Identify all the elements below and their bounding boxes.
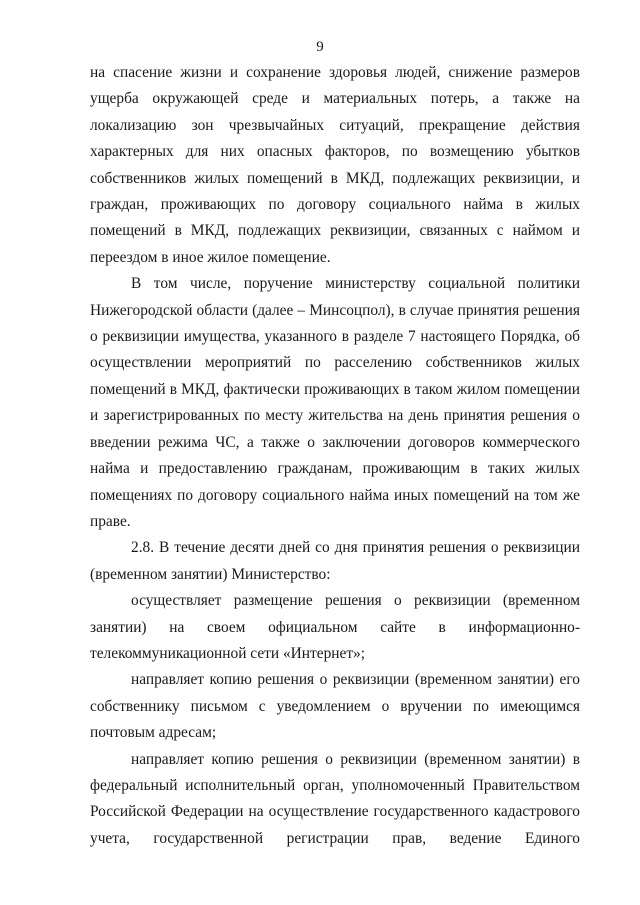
page-number: 9 xyxy=(316,39,324,55)
paragraph-clause-2-8: 2.8. В течение десяти дней со дня принятия решения о реквизиции (временном занятии) Министерство: xyxy=(90,539,580,583)
document-body xyxy=(90,60,580,852)
paragraph-minsocpol-instruction: В том числе, поручение министерству социальной политики Нижегородской области (далее – Минсоцпол), в случае принятия решения о реквизиции имущества, указанного в разделе 7 настоящего Порядка, об осуществлении мероприятий по расселению собственников жилых помещений в МКД, фактически проживающих в таком жилом помещении и зарегистрированных по месту жительства на день принятия решения о введении режима ЧС, а также о заключении договоров коммерческого найма и предоставлению гражданам, проживающим в таких жилых помещениях по договору социального найма иных помещений на том же праве. xyxy=(90,275,580,530)
paragraph-publish-decision: осуществляет размещение решения о реквизиции (временном занятии) на своем официальном сайте в информационно-телекоммуникационной сети «Интернет»; xyxy=(90,592,580,662)
paragraph-send-to-owner: направляет копию решения о реквизиции (временном занятии) его собственнику письмом с уведомлением о вручении по имеющимся почтовым адресам; xyxy=(90,671,580,742)
paragraph-send-to-federal-body: направляет копию решения о реквизиции (временном занятии) в федеральный исполнительный орган, уполномоченный Правительством Российской Федерации на осуществление государственного кадастрового учета, государственной регистрации прав, ведение Единого xyxy=(90,750,580,847)
paragraph-continuation: на спасение жизни и сохранение здоровья людей, снижение размеров ущерба окружающей среде и материальных потерь, а также на локализацию зон чрезвычайных ситуаций, прекращение действия характерных для них опасных факторов, по возмещению убытков собственников жилых помещений в МКД, подлежащих реквизиции, и граждан, проживающих по договору социального найма в жилых помещений в МКД, подлежащих реквизиции, связанных с наймом и переездом в иное жилое помещение. xyxy=(90,64,580,266)
